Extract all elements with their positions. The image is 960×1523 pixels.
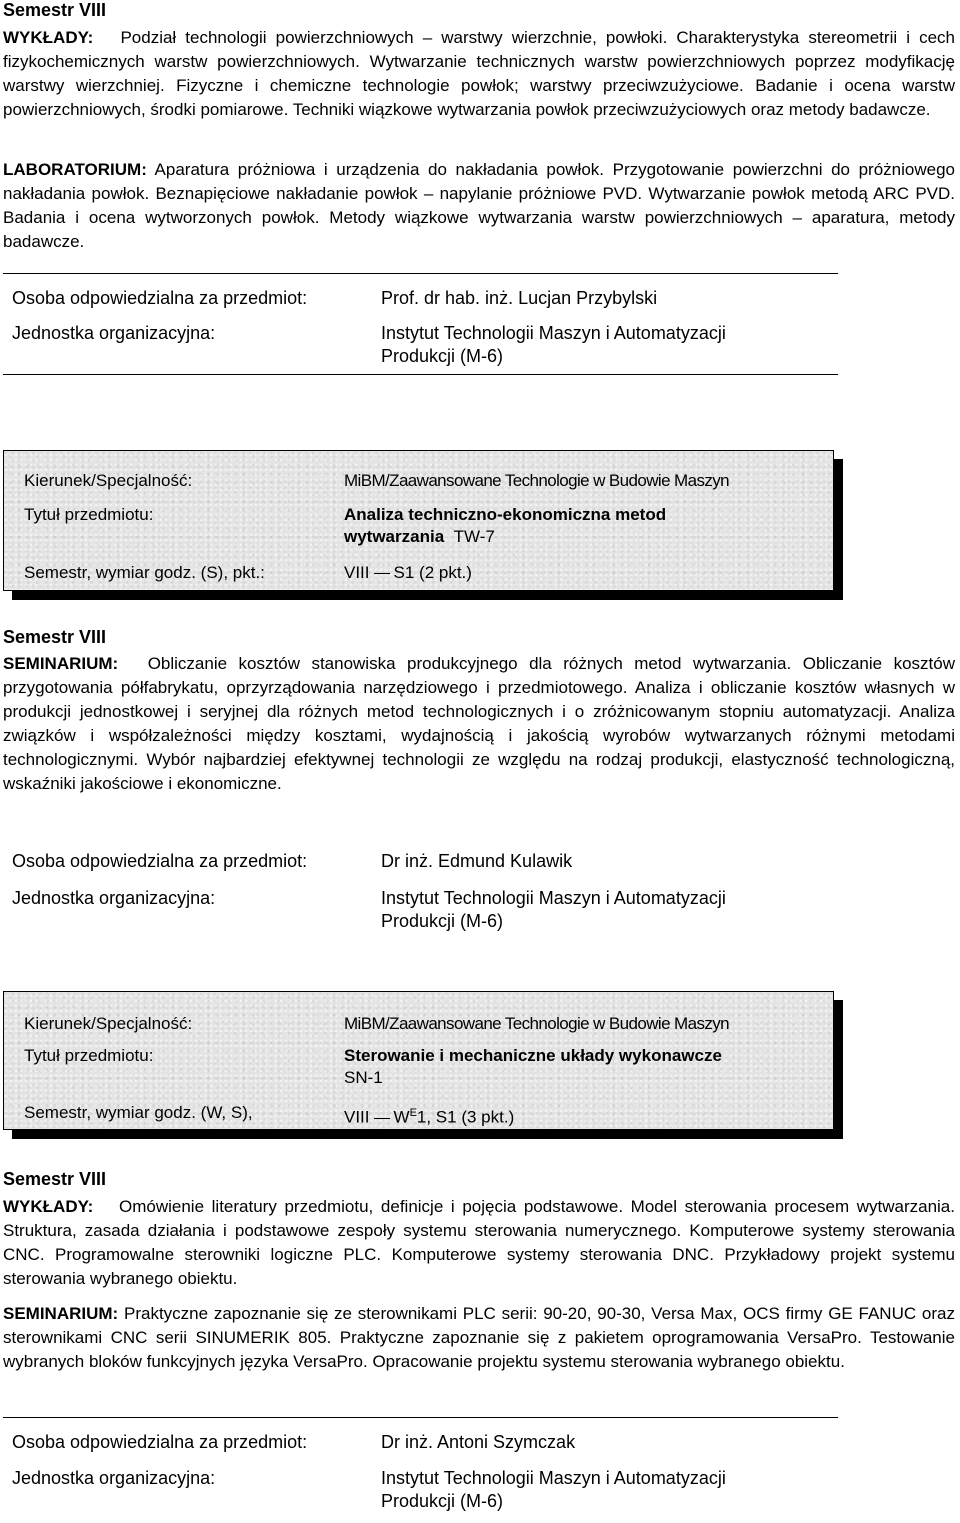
unit-value	[381, 887, 941, 933]
unit-value-line1: Instytut Technologii Maszyn i Automatyzacji	[381, 323, 726, 343]
lab-label: LABORATORIUM:	[3, 160, 147, 179]
responsible-label: Osoba odpowiedzialna za przedmiot:	[12, 288, 308, 308]
semester-hours-value	[344, 1102, 814, 1129]
divider-line	[3, 1417, 838, 1418]
responsible-label: Osoba odpowiedzialna za przedmiot:	[12, 1432, 308, 1452]
unit-label: Jednostka organizacyjna:	[12, 323, 216, 343]
seminar-text: Obliczanie kosztów stanowiska produkcyjnego dla różnych metod wytwarzania. Obliczanie kosztów przygotowania półfabrykatu, oprzyrządowania narzędziowego i przedmiotowego. Analiza i obliczanie kosztów własnych w produkcji jednostkowej i seryjnej dla różnych metod technologicznych i o zróżnicowanym stopniu automatyzacji. Analiza związków i współzależności między kosztami, wydajnością i jakością wyrobów wytwarzanych różnymi metodami technologicznymi. Wybór najbardziej efektywnej technologii ze względu na rodzaj produkcji, elastyczność technologiczną, wskaźniki jakościowe i ekonomiczne.	[3, 654, 955, 793]
unit-value	[381, 322, 941, 368]
unit-value-line1: Instytut Technologii Maszyn i Automatyzacji	[381, 888, 726, 908]
semester-hours-label: Semestr, wymiar godz. (S), pkt.:	[24, 563, 265, 582]
lab-text: Aparatura próżniowa i urządzenia do nakładania powłok. Przygotowanie powierzchni do próżniowego nakładania powłok. Beznapięciowe nakładanie powłok – napylanie próżniowe PVD. Wytwarzanie powłok metodą ARC PVD. Badania i ocena wytworzonych powłok. Metody wiązkowe wytwarzania warstw powierzchniowych – aparatura, metody badawcze.	[3, 160, 955, 251]
exam-marker: E	[409, 1107, 417, 1119]
semester-number: VIII	[344, 563, 370, 582]
seminar-paragraph	[3, 1302, 955, 1374]
course-info-box	[3, 991, 834, 1130]
semester-hours-label: Semestr, wymiar godz. (W, S),	[24, 1103, 253, 1122]
unit-value-line1: Instytut Technologii Maszyn i Automatyzacji	[381, 1468, 726, 1488]
direction-value: MiBM/Zaawansowane Technologie w Budowie Maszyn	[344, 1014, 730, 1033]
unit-label: Jednostka organizacyjna:	[12, 888, 216, 908]
responsible-value: Prof. dr hab. inż. Lucjan Przybylski	[381, 288, 658, 308]
unit-value-line2: Produkcji (M-6)	[381, 911, 504, 931]
semester-hours: 1, S1 (3 pkt.)	[416, 1107, 515, 1127]
lab-paragraph	[3, 158, 955, 254]
course-title-value	[344, 1045, 814, 1089]
semester-heading: Semestr VIII	[3, 0, 107, 20]
direction-value: MiBM/Zaawansowane Technologie w Budowie Maszyn	[344, 471, 730, 490]
course-title-line1: Analiza techniczno-ekonomiczna metod	[344, 505, 667, 524]
seminar-text: Praktyczne zapoznanie się ze sterownikami PLC serii: 90-20, 90-30, Versa Max, OCS firmy GE FANUC oraz sterownikami CNC serii SINUMERIK 805. Praktyczne zapoznanie się z pakietem oprogramowania VersaPro. Testowanie wybranych bloków funkcyjnych języka VersaPro. Opracowanie projektu systemu sterowania wybranego obiektu.	[3, 1304, 955, 1371]
semester-hours: S1 (2 pkt.)	[393, 563, 472, 582]
course-title-label: Tytuł przedmiotu:	[24, 505, 154, 524]
divider-line	[3, 374, 838, 375]
seminar-label: SEMINARIUM:	[3, 1304, 119, 1323]
course-code: TW-7	[453, 527, 495, 546]
course-info-box	[3, 450, 834, 591]
direction-label: Kierunek/Specjalność:	[24, 1014, 193, 1033]
responsible-value: Dr inż. Antoni Szymczak	[381, 1432, 576, 1452]
responsible-value: Dr inż. Edmund Kulawik	[381, 851, 573, 871]
responsible-label: Osoba odpowiedzialna za przedmiot:	[12, 851, 308, 871]
unit-value-line2: Produkcji (M-6)	[381, 1491, 504, 1511]
lecture-label: WYKŁADY:	[3, 1197, 94, 1216]
lecture-text: Omówienie literatury przedmiotu, definicje i pojęcia podstawowe. Model sterowania procesem wytwarzania. Struktura, zasada działania i podstawowe zespoły systemu sterowania numerycznego. Komputerowe systemy sterowania CNC. Programowalne sterowniki logiczne PLC. Komputerowe systemy sterowania DNC. Przykładowy projekt systemu sterowania wybranego obiektu.	[3, 1197, 955, 1288]
semester-heading: Semestr VIII	[3, 1169, 107, 1189]
divider-line	[3, 273, 838, 274]
seminar-paragraph	[3, 652, 955, 796]
seminar-label: SEMINARIUM:	[3, 654, 119, 673]
course-title-value	[344, 504, 814, 548]
course-title-line2: wytwarzania	[344, 527, 445, 546]
semester-number: VIII	[344, 1107, 370, 1127]
unit-value-line2: Produkcji (M-6)	[381, 346, 504, 366]
course-title-line1: Sterowanie i mechaniczne układy wykonawcze	[344, 1046, 722, 1065]
lecture-paragraph	[3, 1195, 955, 1291]
course-title-label: Tytuł przedmiotu:	[24, 1046, 154, 1065]
direction-label: Kierunek/Specjalność:	[24, 471, 193, 490]
unit-value	[381, 1467, 941, 1513]
course-code: SN-1	[344, 1068, 383, 1087]
lecture-text: Podział technologii powierzchniowych – warstwy wierzchnie, powłoki. Charakterystyka stereometrii i cech fizykochemicznych warstw powierzchniowych. Wytwarzanie technicznych warstw powierzchniowych poprzez modyfikację warstwy wierzchniej. Fizyczne i chemiczne technologie powłok; warstwy przeciwzużyciowe. Badanie i ocena warstw powierzchniowych, środki pomiarowe. Techniki wiązkowe wytwarzania powłok przeciwzużyciowych oraz metody badawcze.	[3, 28, 955, 119]
lecture-paragraph	[3, 26, 955, 122]
lecture-label: WYKŁADY:	[3, 28, 94, 47]
semester-heading: Semestr VIII	[3, 627, 107, 647]
lecture-form: W	[393, 1107, 410, 1127]
unit-label: Jednostka organizacyjna:	[12, 1468, 216, 1488]
semester-hours-value	[344, 562, 814, 584]
